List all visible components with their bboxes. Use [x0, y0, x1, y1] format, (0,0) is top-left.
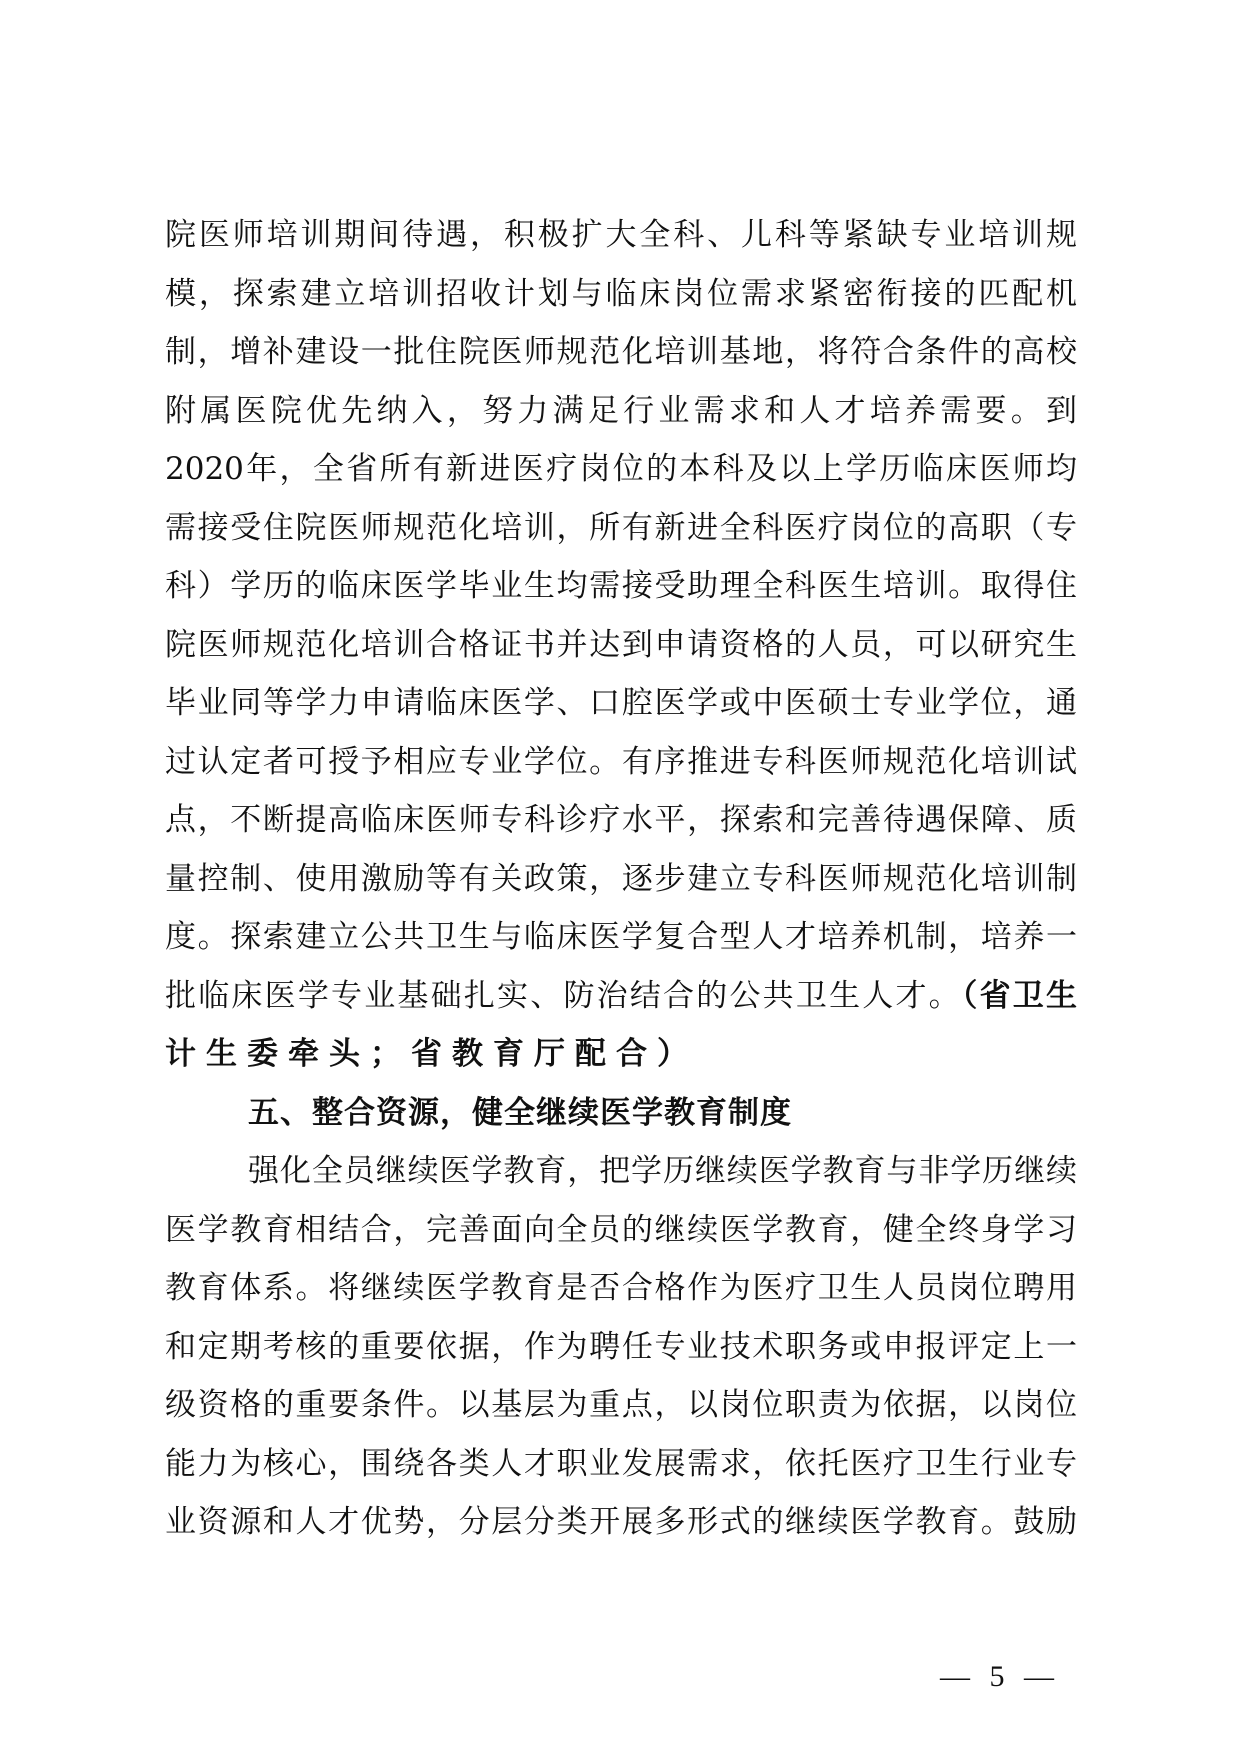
text-line: 毕业同等学力申请临床医学、口腔医学或中医硕士专业学位，通: [165, 685, 1077, 721]
paragraph-2: [165, 1145, 1077, 1555]
text-line: 教育体系。将继续医学教育是否合格作为医疗卫生人员岗位聘用: [165, 1270, 1077, 1306]
text-segment: 批临床医学专业基础扎实、防治结合的公共卫生人才。: [165, 977, 962, 1014]
text-line: 2020年，全省所有新进医疗岗位的本科及以上学历临床医师均: [165, 451, 1077, 487]
text-line: 能力为核心，围绕各类人才职业发展需求，依托医疗卫生行业专: [165, 1445, 1077, 1482]
responsible-dept-note: （省卫生: [961, 977, 1078, 1014]
text-line: 制，增补建设一批住院医师规范化培训基地，将符合条件的高校: [165, 334, 1077, 370]
text-line: 业资源和人才优势，分层分类开展多形式的继续医学教育。鼓励: [165, 1504, 1077, 1540]
text-line: 度。探索建立公共卫生与临床医学复合型人才培养机制，培养一: [165, 919, 1077, 955]
text-line: 过认定者可授予相应专业学位。有序推进专科医师规范化培训试: [165, 743, 1077, 780]
text-line: 医学教育相结合，完善面向全员的继续医学教育，健全终身学习: [165, 1211, 1077, 1248]
text-line: 和定期考核的重要依据，作为聘任专业技术职务或申报评定上一: [165, 1328, 1077, 1365]
text-line: 需接受住院医师规范化培训，所有新进全科医疗岗位的高职（专: [165, 509, 1077, 546]
responsible-dept-note: 计生委牵头；省教育厅配合）: [165, 1036, 698, 1072]
text-line: 模，探索建立培训招收计划与临床岗位需求紧密衔接的匹配机: [165, 275, 1077, 312]
text-line: 院医师规范化培训合格证书并达到申请资格的人员，可以研究生: [165, 626, 1077, 663]
text-line: 科）学历的临床医学毕业生均需接受助理全科医生培训。取得住: [165, 568, 1077, 604]
text-line: 院医师培训期间待遇，积极扩大全科、儿科等紧缺专业培训规: [165, 217, 1077, 253]
text-line: [165, 970, 1077, 1029]
paragraph-1: [165, 209, 1077, 1087]
text-line: 级资格的重要条件。以基层为重点，以岗位职责为依据，以岗位: [165, 1387, 1077, 1423]
section-heading: 五、整合资源，健全继续医学教育制度: [248, 1094, 792, 1131]
text-line: 量控制、使用激励等有关政策，逐步建立专科医师规范化培训制: [165, 860, 1077, 897]
text-line: 附属医院优先纳入，努力满足行业需求和人才培养需要。到: [165, 392, 1077, 429]
document-body: [165, 209, 1077, 1555]
text-line: 强化全员继续医学教育，把学历继续医学教育与非学历继续: [248, 1153, 1077, 1189]
text-line: 点，不断提高临床医师专科诊疗水平，探索和完善待遇保障、质: [165, 802, 1077, 838]
page-number: — 5 —: [940, 1660, 1060, 1693]
